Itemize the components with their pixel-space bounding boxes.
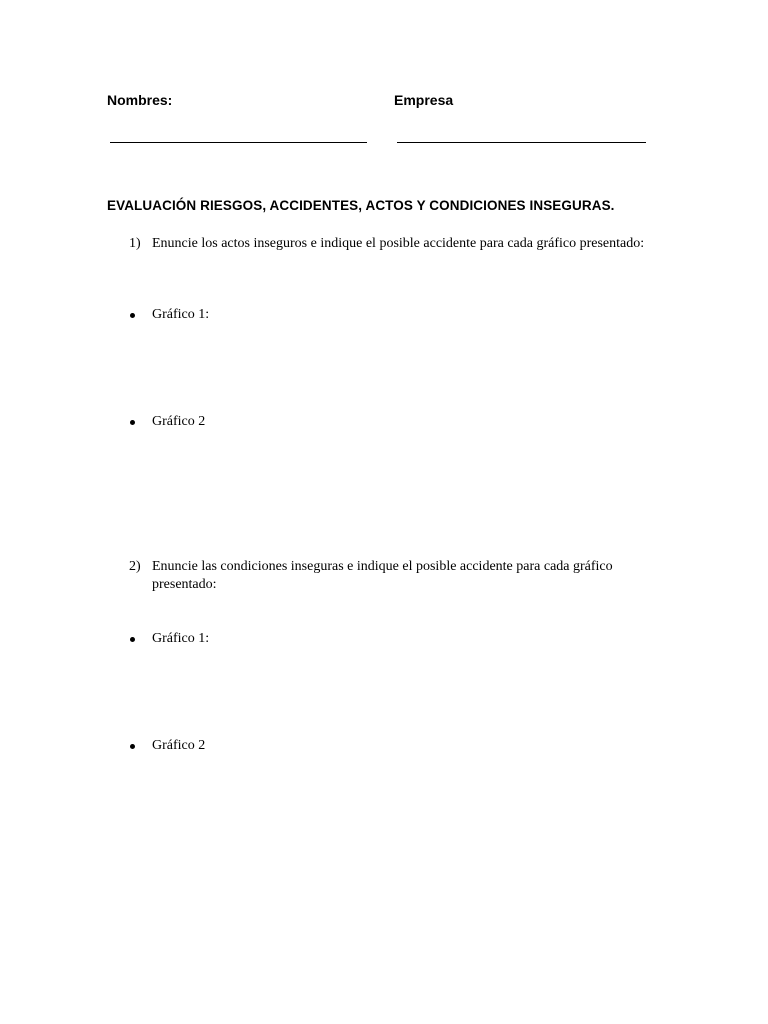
bullet-icon bbox=[130, 420, 135, 425]
list-item: Gráfico 1: bbox=[152, 631, 210, 646]
question-number: 2) bbox=[129, 559, 141, 574]
question-text: Enuncie los actos inseguros e indique el posible accidente para cada gráfico presentado: bbox=[152, 236, 645, 251]
list-item: Gráfico 2 bbox=[152, 414, 206, 429]
bullet-icon bbox=[130, 313, 135, 318]
list-item: Gráfico 1: bbox=[152, 307, 210, 322]
nombres-line[interactable] bbox=[110, 142, 367, 143]
empresa-label: Empresa bbox=[394, 92, 454, 108]
bullet-icon bbox=[130, 637, 135, 642]
bullet-icon bbox=[130, 744, 135, 749]
nombres-label: Nombres: bbox=[107, 92, 173, 108]
page-title: EVALUACIÓN RIESGOS, ACCIDENTES, ACTOS Y CONDICIONES INSEGURAS. bbox=[107, 198, 615, 213]
empresa-line[interactable] bbox=[397, 142, 646, 143]
question-number: 1) bbox=[129, 236, 141, 251]
question-text: Enuncie las condiciones inseguras e indique el posible accidente para cada gráfico presentado: bbox=[152, 559, 613, 592]
list-item: Gráfico 2 bbox=[152, 738, 206, 753]
